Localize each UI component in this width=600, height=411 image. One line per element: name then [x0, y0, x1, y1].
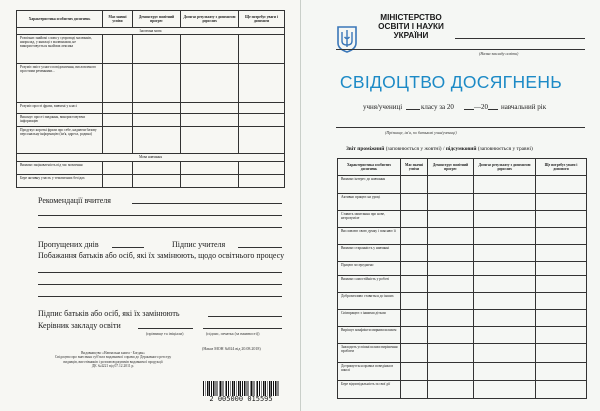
cell[interactable]	[536, 245, 587, 262]
cell[interactable]	[474, 363, 536, 381]
cell[interactable]	[239, 114, 285, 127]
recommendations-line[interactable]	[38, 227, 282, 228]
period-interim-note: (заповнюється у жовтні) /	[385, 146, 445, 152]
recommendations-line[interactable]	[132, 203, 282, 204]
cell[interactable]	[428, 310, 474, 327]
cell[interactable]	[103, 127, 133, 154]
cell[interactable]	[474, 176, 536, 194]
period-final-note: (заповнюється у травні)	[477, 146, 533, 152]
recommendations-line[interactable]	[38, 215, 282, 216]
barcode-bars	[203, 381, 279, 396]
left-header-needs-attention: Ще потребує уваги і допомоги	[239, 11, 285, 28]
head-of-school-label: Керівник закладу освіти	[38, 321, 121, 330]
report-period	[346, 146, 533, 152]
cell[interactable]	[401, 381, 428, 399]
cell[interactable]	[474, 211, 536, 228]
year-start-field[interactable]	[464, 109, 474, 110]
cell[interactable]	[428, 381, 474, 399]
table-row: Співпрацює з іншими дітьми	[338, 310, 401, 327]
cell[interactable]	[474, 262, 536, 276]
school-name-line-2[interactable]	[336, 49, 585, 50]
cell[interactable]	[474, 245, 536, 262]
period-interim[interactable]: Звіт проміжний	[346, 146, 385, 152]
cell[interactable]	[401, 293, 428, 310]
cell[interactable]	[428, 262, 474, 276]
cell[interactable]	[536, 381, 587, 399]
cell[interactable]	[536, 176, 587, 194]
table-row: Доброзичливо ставиться до інших	[338, 293, 401, 310]
student-label: учня/учениці	[363, 103, 403, 111]
table-row: Висловлює свою думку і пояснює її	[338, 228, 401, 245]
cell[interactable]	[536, 344, 587, 363]
section-title-language-of-instruction: Мова навчання	[17, 154, 285, 162]
cell[interactable]	[536, 194, 587, 211]
cell[interactable]	[428, 211, 474, 228]
cell[interactable]	[103, 162, 133, 175]
cell[interactable]	[103, 35, 133, 64]
cell[interactable]	[133, 162, 181, 175]
cell[interactable]	[428, 327, 474, 344]
ministry-line: ОСВІТИ І НАУКИ	[378, 22, 444, 31]
table-row: Дотримується правил поведінки в школі	[338, 363, 401, 381]
left-header-characteristic: Характеристика особистих досягнень	[17, 11, 103, 28]
school-name-line-1[interactable]	[455, 38, 585, 39]
table-row: Активно працює на уроці	[338, 194, 401, 211]
cell[interactable]	[536, 363, 587, 381]
cell[interactable]	[401, 344, 428, 363]
cell[interactable]	[536, 262, 587, 276]
cell[interactable]	[401, 228, 428, 245]
ministry-name	[369, 13, 453, 40]
table-row: Виявляє самостійність у роботі	[338, 276, 401, 293]
parents-signature-field[interactable]	[208, 316, 282, 317]
cell[interactable]	[239, 103, 285, 114]
cell[interactable]	[181, 127, 239, 154]
cell[interactable]	[474, 344, 536, 363]
publisher-info	[38, 351, 188, 369]
table-row: Знаходить успішні шляхи вирішення проблем	[338, 344, 401, 363]
left-achievements-table	[16, 10, 285, 188]
table-row: Розуміє прості фрази, вивчені у класі	[17, 103, 103, 114]
section-title-foreign-language: Іноземна мова	[17, 28, 285, 35]
left-header-with-help: Досягає результату з допомогою дорослих	[181, 11, 239, 28]
table-row: Виявляє старанність у навчанні	[338, 245, 401, 262]
wishes-line[interactable]	[38, 272, 282, 273]
right-header-progress: Демонструє помітний прогрес	[428, 159, 474, 176]
cell[interactable]	[239, 64, 285, 103]
left-header-significant: Має значні успіхи	[103, 11, 133, 28]
cell[interactable]	[103, 103, 133, 114]
table-row: Розпізнає знайомі слова у супроводі малюнків, напрклад, у книжці з малюнками, не використовується знайома лексика	[17, 35, 103, 64]
table-row: Виявляє інтерес до навчання	[338, 176, 401, 194]
cell[interactable]	[401, 194, 428, 211]
table-row: Виявляє зацікавленість під час мовлення	[17, 162, 103, 175]
cell[interactable]	[181, 35, 239, 64]
table-row: Працює зосереджено	[338, 262, 401, 276]
cell[interactable]	[239, 175, 285, 188]
missed-days-field[interactable]	[112, 247, 144, 248]
table-row: Ставить запитання про нове, незрозуміле	[338, 211, 401, 228]
cell[interactable]	[181, 175, 239, 188]
cell[interactable]	[474, 228, 536, 245]
right-header-needs-attention: Ще потребує уваги і допомоги	[536, 159, 587, 176]
cell[interactable]	[239, 127, 285, 154]
right-achievements-table	[337, 158, 587, 399]
cell[interactable]	[536, 211, 587, 228]
period-final[interactable]: підсумковий	[445, 146, 477, 152]
barcode-number: 2 005000 015595	[209, 395, 273, 403]
cell[interactable]	[428, 293, 474, 310]
cell[interactable]	[133, 175, 181, 188]
school-year-label: навчальний рік	[501, 103, 547, 111]
cell[interactable]	[401, 211, 428, 228]
cell[interactable]	[103, 114, 133, 127]
page-title: СВІДОЦТВО ДОСЯГНЕНЬ	[339, 72, 563, 92]
cell[interactable]	[536, 310, 587, 327]
table-row: Продукує короткі фрази про себе, надаючи базову персональну інформацію (ім'я, адреса, родина)	[17, 127, 103, 154]
school-name-caption: (Назва закладу освіти)	[479, 51, 519, 56]
recommendations-label: Рекомендації вчителя	[38, 196, 111, 205]
cell[interactable]	[401, 327, 428, 344]
head-name-field[interactable]	[138, 328, 193, 329]
cell[interactable]	[103, 175, 133, 188]
cell[interactable]	[536, 228, 587, 245]
publisher-line: Свідоцтво про внесення суб'єкта видавничої справи до Державного реєстру	[54, 355, 172, 360]
cell[interactable]	[428, 194, 474, 211]
wishes-line[interactable]	[38, 284, 282, 285]
cell[interactable]	[474, 381, 536, 399]
cell[interactable]	[474, 194, 536, 211]
parents-signature-label: Підпис батьків або осіб, які їх замінюють	[38, 309, 180, 318]
ministry-line: МІНІСТЕРСТВО	[380, 13, 442, 22]
left-header-progress: Демонструє помітний прогрес	[133, 11, 181, 28]
table-row: Вирішує конфлікти мирним шляхом	[338, 327, 401, 344]
cell[interactable]	[401, 245, 428, 262]
cell[interactable]	[181, 114, 239, 127]
cell[interactable]	[181, 162, 239, 175]
cell[interactable]	[536, 276, 587, 293]
cell[interactable]	[474, 327, 536, 344]
cell[interactable]	[536, 293, 587, 310]
publisher-line: Видавництво «Навчальна книга - Богдан»	[81, 351, 145, 355]
table-row: Бере відповідальність за свої дії	[338, 381, 401, 399]
table-row: Розуміє зміст усного повідомлення, висловленого простими реченнями...	[17, 64, 103, 103]
cell[interactable]	[239, 35, 285, 64]
cell[interactable]	[474, 276, 536, 293]
missed-days-label: Пропущених днів	[38, 240, 99, 249]
right-header-with-help: Досягає результату з допомогою дорослих	[474, 159, 536, 176]
order-reference: (Наказ МОН №924 від 20.08.2018)	[202, 346, 261, 351]
right-page	[300, 0, 600, 411]
class-label: класу за 20	[421, 103, 454, 111]
cell[interactable]	[536, 327, 587, 344]
cell[interactable]	[401, 176, 428, 194]
right-header-characteristic: Характеристика особистих досягнень	[338, 159, 401, 176]
stamp-caption: (підпис, печатка (за наявності))	[206, 331, 260, 336]
publisher-line: ДК №4221 від 07.12.2011 р.	[91, 364, 135, 369]
publisher-line: видавців, виготівників і розповсюджувачів видавничої продукції	[63, 359, 163, 364]
student-name-caption: (Прізвище, ім'я, по батькові учня/учениці)	[385, 130, 457, 135]
cell[interactable]	[401, 363, 428, 381]
year-end-field[interactable]	[488, 109, 498, 110]
year-dash: —20	[474, 103, 488, 111]
name-caption: (прізвище та ініціали)	[146, 331, 184, 336]
cell[interactable]	[133, 114, 181, 127]
teacher-signature-label: Підпис учителя	[172, 240, 226, 249]
cell[interactable]	[428, 363, 474, 381]
cell[interactable]	[181, 103, 239, 114]
right-header-significant: Має значні успіхи	[401, 159, 428, 176]
cell[interactable]	[103, 64, 133, 103]
cell[interactable]	[428, 228, 474, 245]
cell[interactable]	[133, 64, 181, 103]
student-name-line[interactable]	[336, 127, 585, 128]
parents-wishes-label: Побажання батьків або осіб, які їх замінюють, щодо освітнього процесу	[38, 251, 285, 260]
cell[interactable]	[428, 344, 474, 363]
cell[interactable]	[428, 176, 474, 194]
cell[interactable]	[401, 262, 428, 276]
cell[interactable]	[428, 276, 474, 293]
cell[interactable]	[401, 276, 428, 293]
table-row: Виконує прості завдання, використовуючи інформацію	[17, 114, 103, 127]
cell[interactable]	[133, 103, 181, 114]
class-number-field[interactable]	[406, 109, 420, 110]
table-row: Бере активну участь у тематичних бесідах	[17, 175, 103, 188]
cell[interactable]	[474, 293, 536, 310]
wishes-line[interactable]	[38, 296, 282, 297]
teacher-signature-field[interactable]	[238, 247, 282, 248]
barcode	[200, 381, 282, 403]
cell[interactable]	[133, 35, 181, 64]
cell[interactable]	[474, 310, 536, 327]
cell[interactable]	[401, 310, 428, 327]
cell[interactable]	[239, 162, 285, 175]
cell[interactable]	[181, 64, 239, 103]
ministry-line: УКРАЇНИ	[393, 31, 429, 40]
head-signature-field[interactable]	[203, 328, 282, 329]
cell[interactable]	[133, 127, 181, 154]
cell[interactable]	[428, 245, 474, 262]
